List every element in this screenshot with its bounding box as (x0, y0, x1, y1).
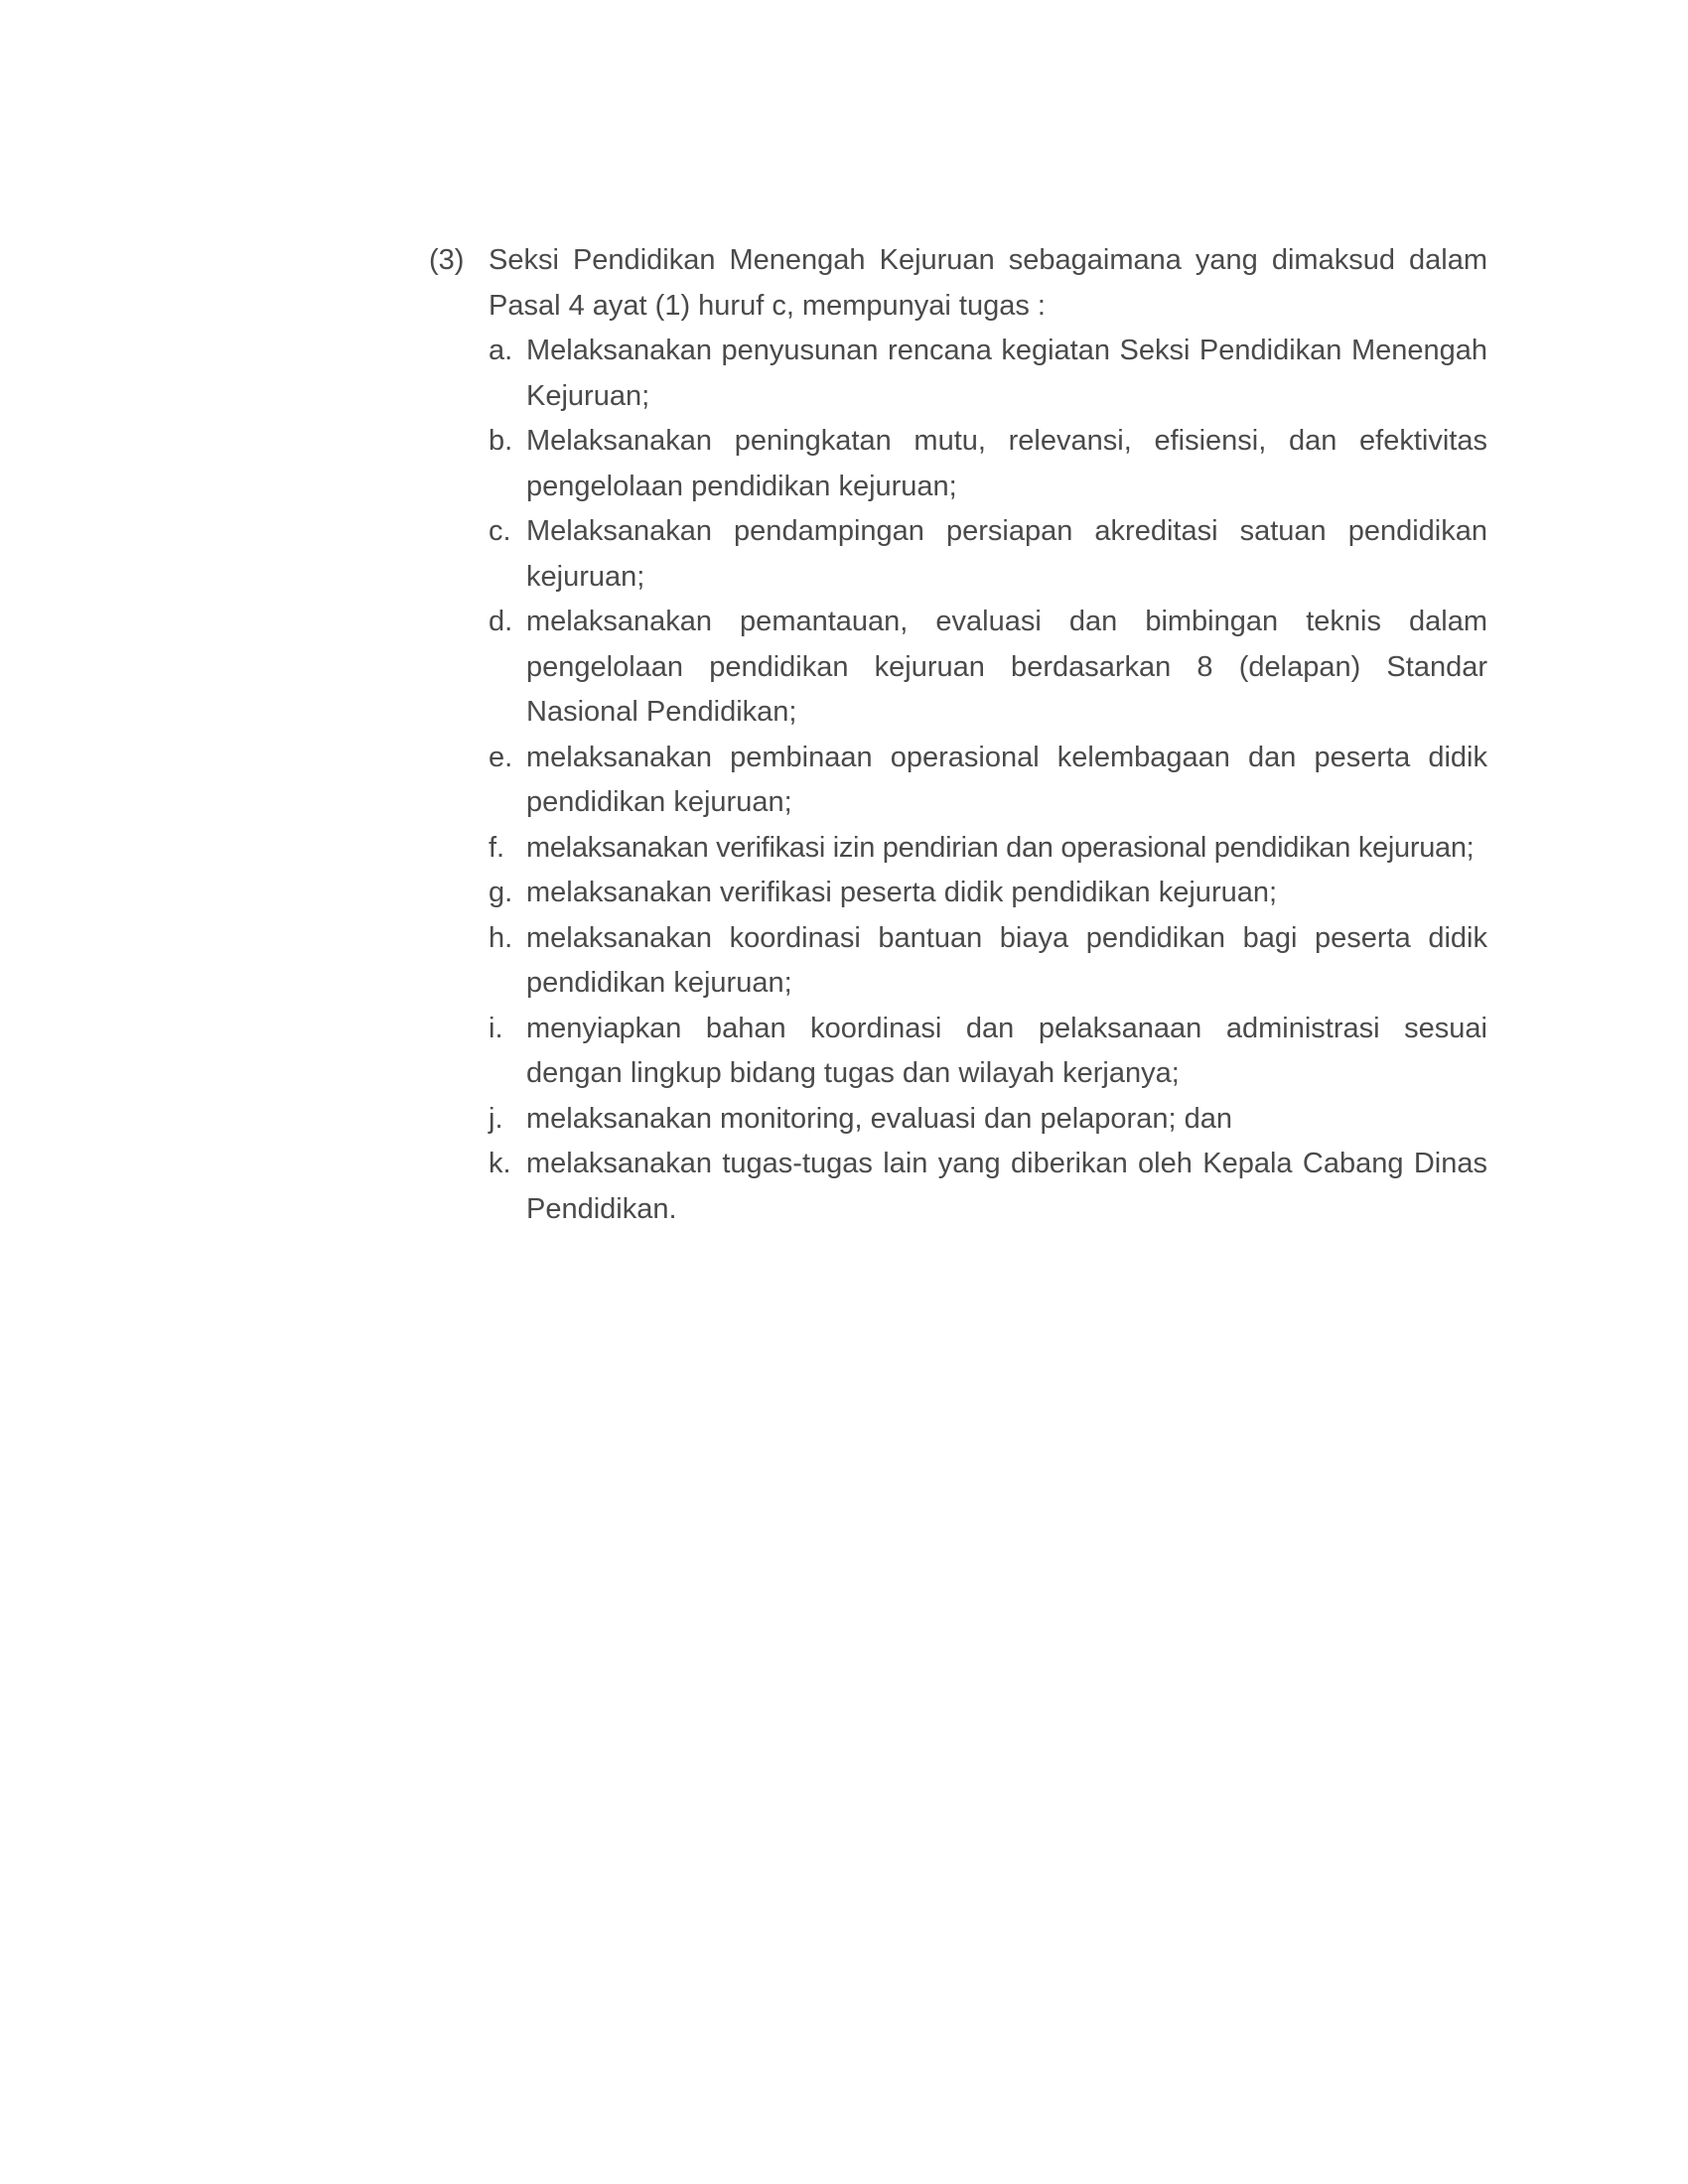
item-text: melaksanakan tugas-tugas lain yang diberikan oleh Kepala Cabang Dinas Pendidikan. (526, 1148, 1487, 1225)
item-text: Melaksanakan peningkatan mutu, relevansi, efisiensi, dan efektivitas pengelolaan pendidikan kejuruan; (526, 425, 1487, 502)
item-marker: d. (489, 606, 513, 637)
item-marker: h. (489, 921, 513, 954)
clause-heading (429, 238, 1487, 329)
list-item (489, 1142, 1487, 1232)
list-item (489, 419, 1487, 509)
list-item (489, 329, 1487, 419)
item-marker: a. (489, 335, 513, 366)
item-marker: f. (489, 831, 505, 864)
item-marker: i. (489, 1012, 503, 1044)
item-text: melaksanakan pembinaan operasional kelembagaan dan peserta didik pendidikan kejuruan; (526, 741, 1487, 818)
item-marker: j. (489, 1102, 503, 1135)
item-marker: b. (489, 425, 513, 457)
item-text: melaksanakan pemantauan, evaluasi dan bimbingan teknis dalam pengelolaan pendidikan kejuruan berdasarkan 8 (delapan) Standar Nasional Pendidikan; (526, 606, 1487, 728)
item-marker: g. (489, 877, 513, 908)
item-text: melaksanakan koordinasi bantuan biaya pendidikan bagi peserta didik pendidikan kejuruan; (526, 921, 1487, 999)
list-item (489, 826, 1487, 872)
item-text: melaksanakan monitoring, evaluasi dan pelaporan; dan (526, 1102, 1232, 1135)
item-text: melaksanakan verifikasi izin pendirian dan operasional pendidikan kejuruan; (526, 831, 1475, 864)
clause-number: (3) (429, 244, 465, 276)
list-item (489, 916, 1487, 1007)
list-item (489, 736, 1487, 826)
item-text: menyiapkan bahan koordinasi dan pelaksanaan administrasi sesuai dengan lingkup bidang tugas dan wilayah kerjanya; (526, 1012, 1487, 1089)
list-item (489, 1097, 1487, 1143)
item-text: Melaksanakan penyusunan rencana kegiatan Seksi Pendidikan Menengah Kejuruan; (526, 335, 1487, 412)
list-item (489, 600, 1487, 736)
clause-3 (429, 238, 1487, 1232)
clause-text: Seksi Pendidikan Menengah Kejuruan sebagaimana yang dimaksud dalam Pasal 4 ayat (1) huruf c, mempunyai tugas : (489, 244, 1487, 322)
item-marker: e. (489, 741, 513, 773)
item-marker: k. (489, 1148, 511, 1179)
list-item (489, 1007, 1487, 1097)
item-text: Melaksanakan pendampingan persiapan akreditasi satuan pendidikan kejuruan; (526, 515, 1487, 593)
duty-list (429, 329, 1487, 1232)
list-item (489, 871, 1487, 916)
item-text: melaksanakan verifikasi peserta didik pendidikan kejuruan; (526, 877, 1278, 908)
list-item (489, 509, 1487, 600)
item-marker: c. (489, 515, 511, 547)
